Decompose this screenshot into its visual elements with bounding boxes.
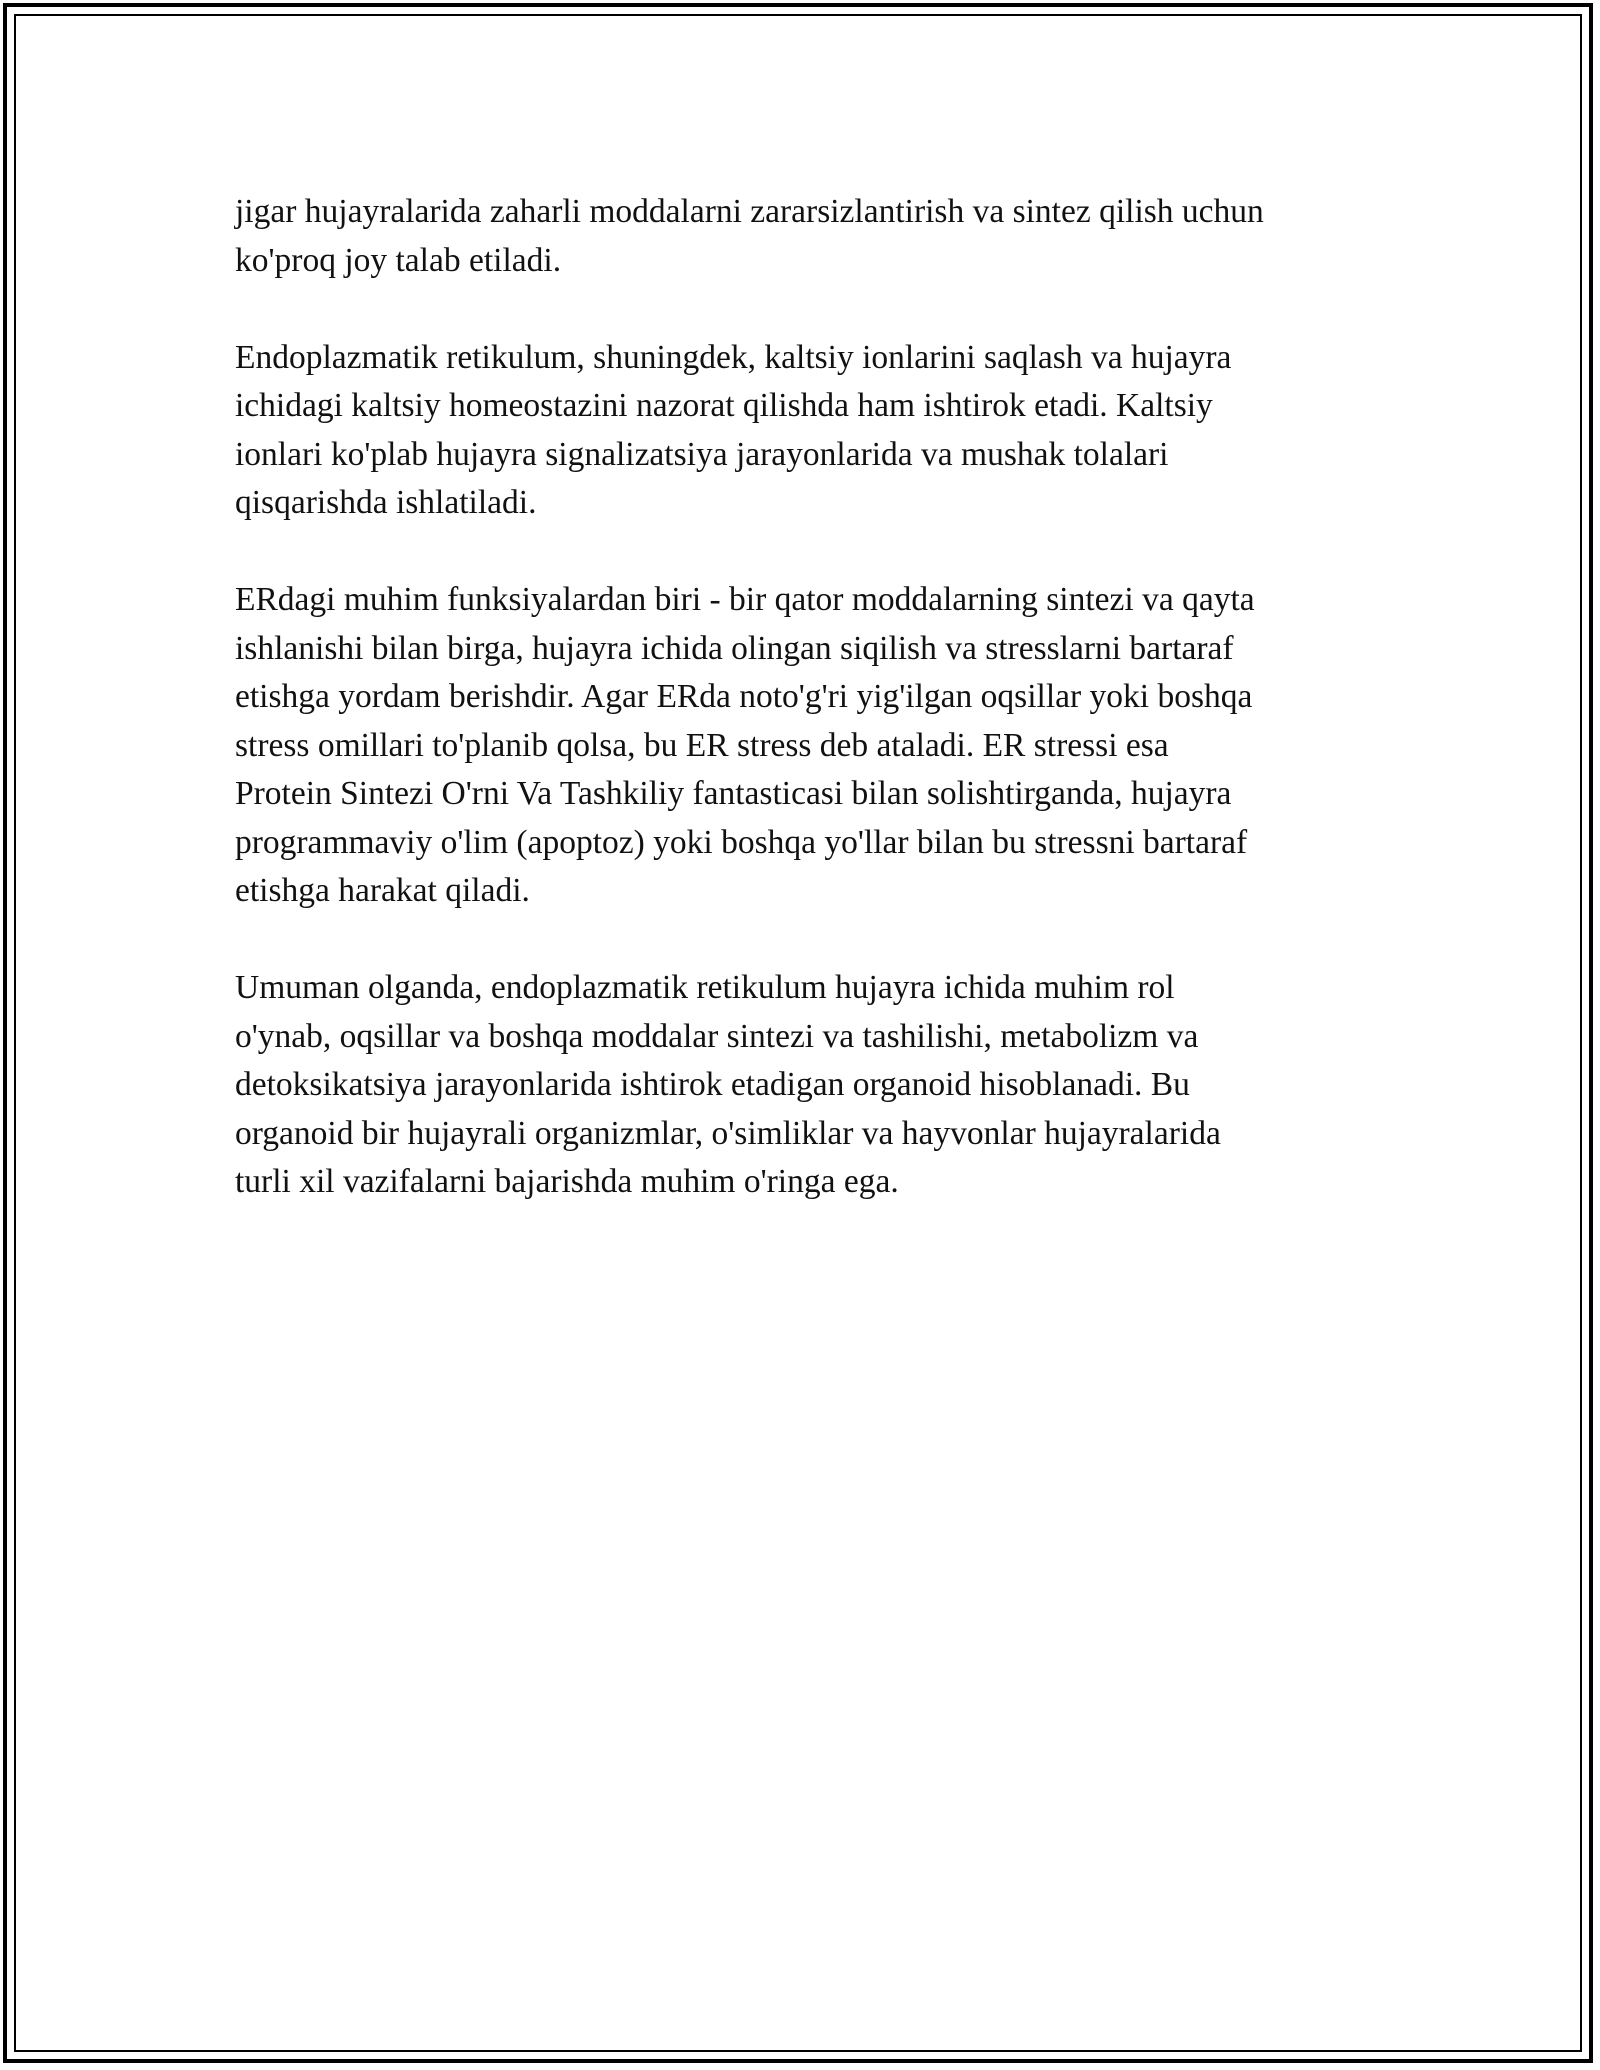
document-body <box>235 188 1375 1255</box>
text-line: etishga yordam berishdir. Agar ERda noto'g'ri yig'ilgan oqsillar yoki boshqa <box>235 678 1253 715</box>
text-line: ERdagi muhim funksiyalardan biri - bir qator moddalarning sintezi va qayta <box>235 581 1255 618</box>
text-line: ishlanishi bilan birga, hujayra ichida olingan siqilish va stresslarni bartaraf <box>235 629 1234 667</box>
paragraph <box>235 334 1375 528</box>
paragraph <box>235 188 1375 285</box>
text-line: o'ynab, oqsillar va boshqa moddalar sintezi va tashilishi, metabolizm va <box>235 1017 1199 1055</box>
text-line: qisqarishda ishlatiladi. <box>235 484 537 521</box>
text-line: ionlari ko'plab hujayra signalizatsiya jarayonlarida va mushak tolalari <box>235 435 1169 473</box>
text-line: Endoplazmatik retikulum, shuningdek, kaltsiy ionlarini saqlash va hujayra <box>235 338 1232 376</box>
text-line: turli xil vazifalarni bajarishda muhim o'ringa ega. <box>235 1163 899 1200</box>
text-line: etishga harakat qiladi. <box>235 872 530 909</box>
text-line: programmaviy o'lim (apoptoz) yoki boshqa yo'llar bilan bu stressni bartaraf <box>235 823 1248 861</box>
text-line: ko'proq joy talab etiladi. <box>235 241 562 279</box>
text-line: detoksikatsiya jarayonlarida ishtirok etadigan organoid hisoblanadi. Bu <box>235 1066 1190 1103</box>
text-line: jigar hujayralarida zaharli moddalarni zararsizlantirish va sintez qilish uchun <box>235 193 1264 230</box>
text-line: organoid bir hujayrali organizmlar, o'simliklar va hayvonlar hujayralarida <box>235 1114 1221 1152</box>
text-line: ichidagi kaltsiy homeostazini nazorat qilishda ham ishtirok etadi. Kaltsiy <box>235 387 1213 424</box>
text-line: stress omillari to'planib qolsa, bu ER stress deb ataladi. ER stressi esa <box>235 726 1169 764</box>
text-line: Umuman olganda, endoplazmatik retikulum hujayra ichida muhim rol <box>235 969 1175 1006</box>
paragraph <box>235 964 1375 1207</box>
paragraph <box>235 576 1375 916</box>
text-line: Protein Sintezi O'rni Va Tashkiliy fantasticasi bilan solishtirganda, hujayra <box>235 775 1232 812</box>
